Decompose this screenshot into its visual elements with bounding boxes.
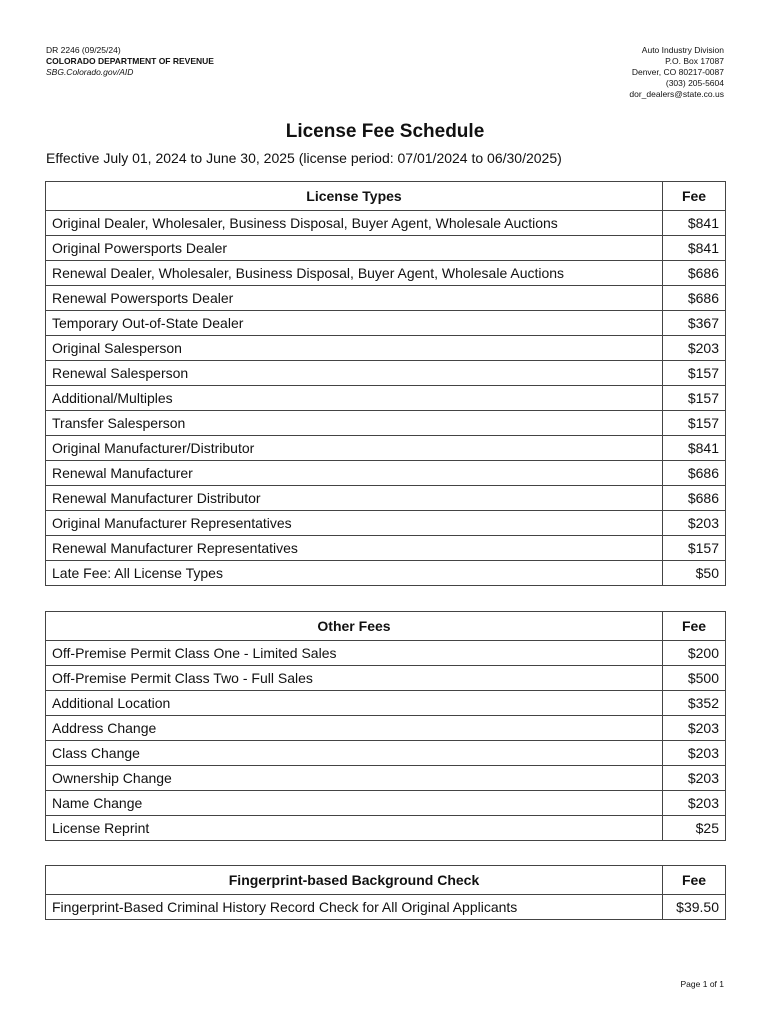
row-label: Ownership Change [46,766,663,791]
row-fee: $686 [663,261,726,286]
table-row [46,361,726,386]
row-label: Original Salesperson [46,336,663,361]
fingerprint-check-table [45,865,726,920]
row-fee: $25 [663,816,726,841]
table-row [46,336,726,361]
row-label: Renewal Manufacturer Distributor [46,486,663,511]
row-label: Off-Premise Permit Class Two - Full Sales [46,666,663,691]
effective-period: Effective July 01, 2024 to June 30, 2025 (license period: 07/01/2024 to 06/30/2025) [46,150,562,166]
row-fee: $203 [663,766,726,791]
table-row [46,741,726,766]
fee-header: Fee [663,612,726,641]
row-fee: $203 [663,791,726,816]
table-header-row [46,612,726,641]
fingerprint-check-header: Fingerprint-based Background Check [46,866,663,895]
row-label: Additional/Multiples [46,386,663,411]
table-header-row [46,866,726,895]
row-fee: $352 [663,691,726,716]
department-name: COLORADO DEPARTMENT OF REVENUE [46,56,214,66]
row-fee: $203 [663,511,726,536]
row-fee: $157 [663,386,726,411]
other-fees-body [46,641,726,841]
row-label: Class Change [46,741,663,766]
row-label: Original Manufacturer Representatives [46,511,663,536]
row-fee: $367 [663,311,726,336]
row-label: Name Change [46,791,663,816]
division-name: Auto Industry Division [641,45,724,55]
row-label: Fingerprint-Based Criminal History Record Check for All Original Applicants [46,895,663,920]
table-row [46,461,726,486]
table-row [46,411,726,436]
row-fee: $157 [663,536,726,561]
header-right [629,45,724,100]
table-header-row [46,182,726,211]
row-fee: $203 [663,741,726,766]
table-row [46,766,726,791]
row-fee: $841 [663,236,726,261]
row-fee: $686 [663,486,726,511]
row-fee: $686 [663,461,726,486]
license-types-header: License Types [46,182,663,211]
table-row [46,436,726,461]
table-row [46,486,726,511]
table-row [46,816,726,841]
row-label: Off-Premise Permit Class One - Limited Sales [46,641,663,666]
table-row [46,561,726,586]
row-fee: $500 [663,666,726,691]
row-label: License Reprint [46,816,663,841]
table-row [46,536,726,561]
fee-header: Fee [663,866,726,895]
row-fee: $841 [663,436,726,461]
page-number: Page 1 of 1 [680,979,724,989]
table-row [46,691,726,716]
fee-header: Fee [663,182,726,211]
row-label: Transfer Salesperson [46,411,663,436]
license-types-table [45,181,726,586]
row-fee: $50 [663,561,726,586]
table-row [46,791,726,816]
table-row [46,211,726,236]
row-label: Renewal Powersports Dealer [46,286,663,311]
row-fee: $200 [663,641,726,666]
email-address: dor_dealers@state.co.us [629,89,724,99]
city-address: Denver, CO 80217-0087 [631,67,724,77]
row-label: Address Change [46,716,663,741]
po-box: P.O. Box 17087 [665,56,724,66]
table-row [46,641,726,666]
table-row [46,666,726,691]
table-row [46,286,726,311]
fingerprint-check-body [46,895,726,920]
row-label: Original Powersports Dealer [46,236,663,261]
row-fee: $686 [663,286,726,311]
table-row [46,716,726,741]
table-row [46,236,726,261]
row-fee: $157 [663,361,726,386]
row-label: Additional Location [46,691,663,716]
row-fee: $203 [663,336,726,361]
license-types-body [46,211,726,586]
table-row [46,386,726,411]
row-label: Renewal Dealer, Wholesaler, Business Disposal, Buyer Agent, Wholesale Auctions [46,261,663,286]
row-fee: $203 [663,716,726,741]
row-label: Original Dealer, Wholesaler, Business Disposal, Buyer Agent, Wholesale Auctions [46,211,663,236]
row-fee: $841 [663,211,726,236]
other-fees-header: Other Fees [46,612,663,641]
row-label: Renewal Salesperson [46,361,663,386]
table-row [46,895,726,920]
row-fee: $39.50 [663,895,726,920]
row-fee: $157 [663,411,726,436]
row-label: Temporary Out-of-State Dealer [46,311,663,336]
row-label: Renewal Manufacturer [46,461,663,486]
table-row [46,311,726,336]
other-fees-table [45,611,726,841]
website-url: SBG.Colorado.gov/AID [46,67,134,77]
phone-number: (303) 205-5604 [665,78,724,88]
page-title: License Fee Schedule [285,121,485,142]
row-label: Original Manufacturer/Distributor [46,436,663,461]
form-id: DR 2246 (09/25/24) [46,45,121,55]
row-label: Renewal Manufacturer Representatives [46,536,663,561]
table-row [46,261,726,286]
header-left [46,45,214,78]
table-row [46,511,726,536]
row-label: Late Fee: All License Types [46,561,663,586]
